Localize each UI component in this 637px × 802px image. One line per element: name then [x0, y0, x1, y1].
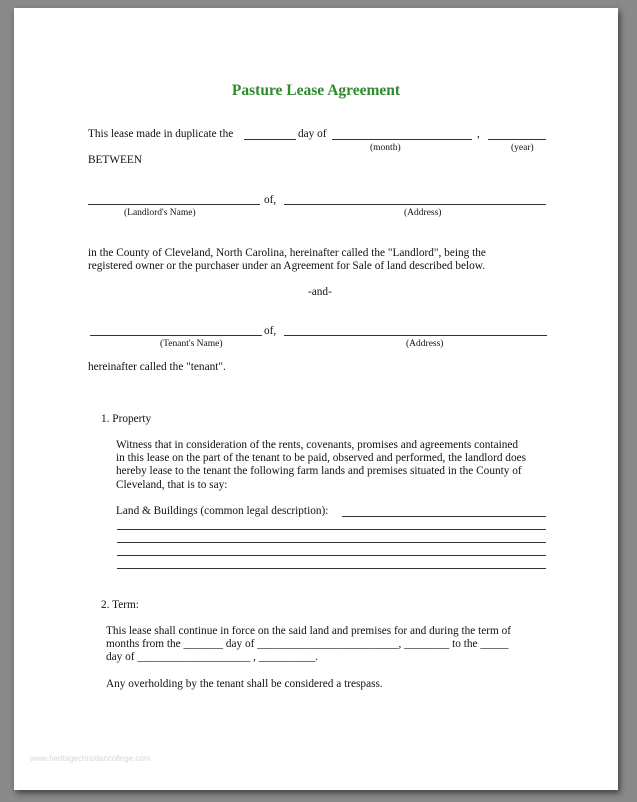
- watermark-text: www.heritagechristiancollege.com: [30, 754, 151, 763]
- landlord-address-line[interactable]: [284, 204, 546, 205]
- land-description-line-1[interactable]: [342, 516, 546, 517]
- county-line-2: registered owner or the purchaser under an Agreement for Sale of land described below.: [88, 260, 486, 273]
- day-blank-line[interactable]: [244, 139, 296, 140]
- landlord-name-line[interactable]: [88, 204, 260, 205]
- property-heading: 1. Property: [101, 413, 152, 425]
- tenant-address-line[interactable]: [284, 335, 547, 336]
- intro-text: This lease made in duplicate the: [88, 128, 234, 140]
- document-page: [14, 8, 618, 790]
- tenant-name-line[interactable]: [90, 335, 262, 336]
- term-line-3: day of ____________________ , __________.: [106, 651, 319, 664]
- term-paragraph: [106, 625, 511, 665]
- between-text: BETWEEN: [88, 154, 142, 166]
- tenant-address-label: (Address): [406, 339, 444, 349]
- year-blank-line[interactable]: [488, 139, 546, 140]
- landlord-address-label: (Address): [404, 208, 442, 218]
- county-paragraph: [88, 247, 486, 273]
- document-title: Pasture Lease Agreement: [231, 82, 401, 99]
- landlord-of-text: of,: [264, 194, 277, 206]
- land-description-line-3[interactable]: [117, 542, 546, 543]
- day-of-text: day of: [298, 128, 327, 140]
- term-heading: 2. Term:: [101, 599, 139, 611]
- land-description-line-2[interactable]: [117, 529, 546, 530]
- land-buildings-label: Land & Buildings (common legal description):: [116, 505, 329, 517]
- property-line-4: Cleveland, that is to say:: [116, 478, 228, 491]
- property-line-1: Witness that in consideration of the rents, covenants, promises and agreements contained: [116, 439, 519, 451]
- land-description-line-5[interactable]: [117, 568, 546, 569]
- county-line-1: in the County of Cleveland, North Carolina, hereinafter called the "Landlord", being the: [88, 247, 486, 259]
- tenant-name-label: (Tenant's Name): [160, 339, 223, 349]
- tenant-of-text: of,: [264, 325, 277, 337]
- term-line-2: months from the _______ day of _________________________, ________ to the _____: [106, 638, 509, 651]
- landlord-name-label: (Landlord's Name): [124, 208, 196, 218]
- tenant-called-text: hereinafter called the "tenant".: [88, 361, 226, 373]
- month-label: (month): [370, 143, 401, 153]
- property-line-2: in this lease on the part of the tenant to be paid, observed and performed, the landlord does: [116, 452, 527, 465]
- and-separator: -and-: [308, 286, 332, 298]
- intro-comma: ,: [477, 128, 480, 140]
- land-description-line-4[interactable]: [117, 555, 546, 556]
- property-line-3: hereby lease to the tenant the following farm lands and premises situated in the County of: [116, 465, 522, 478]
- term-line-1: This lease shall continue in force on the said land and premises for and during the term of: [106, 625, 511, 637]
- year-label: (year): [511, 143, 534, 153]
- month-blank-line[interactable]: [332, 139, 472, 140]
- property-paragraph: [116, 439, 526, 492]
- overholding-text: Any overholding by the tenant shall be considered a trespass.: [106, 678, 383, 690]
